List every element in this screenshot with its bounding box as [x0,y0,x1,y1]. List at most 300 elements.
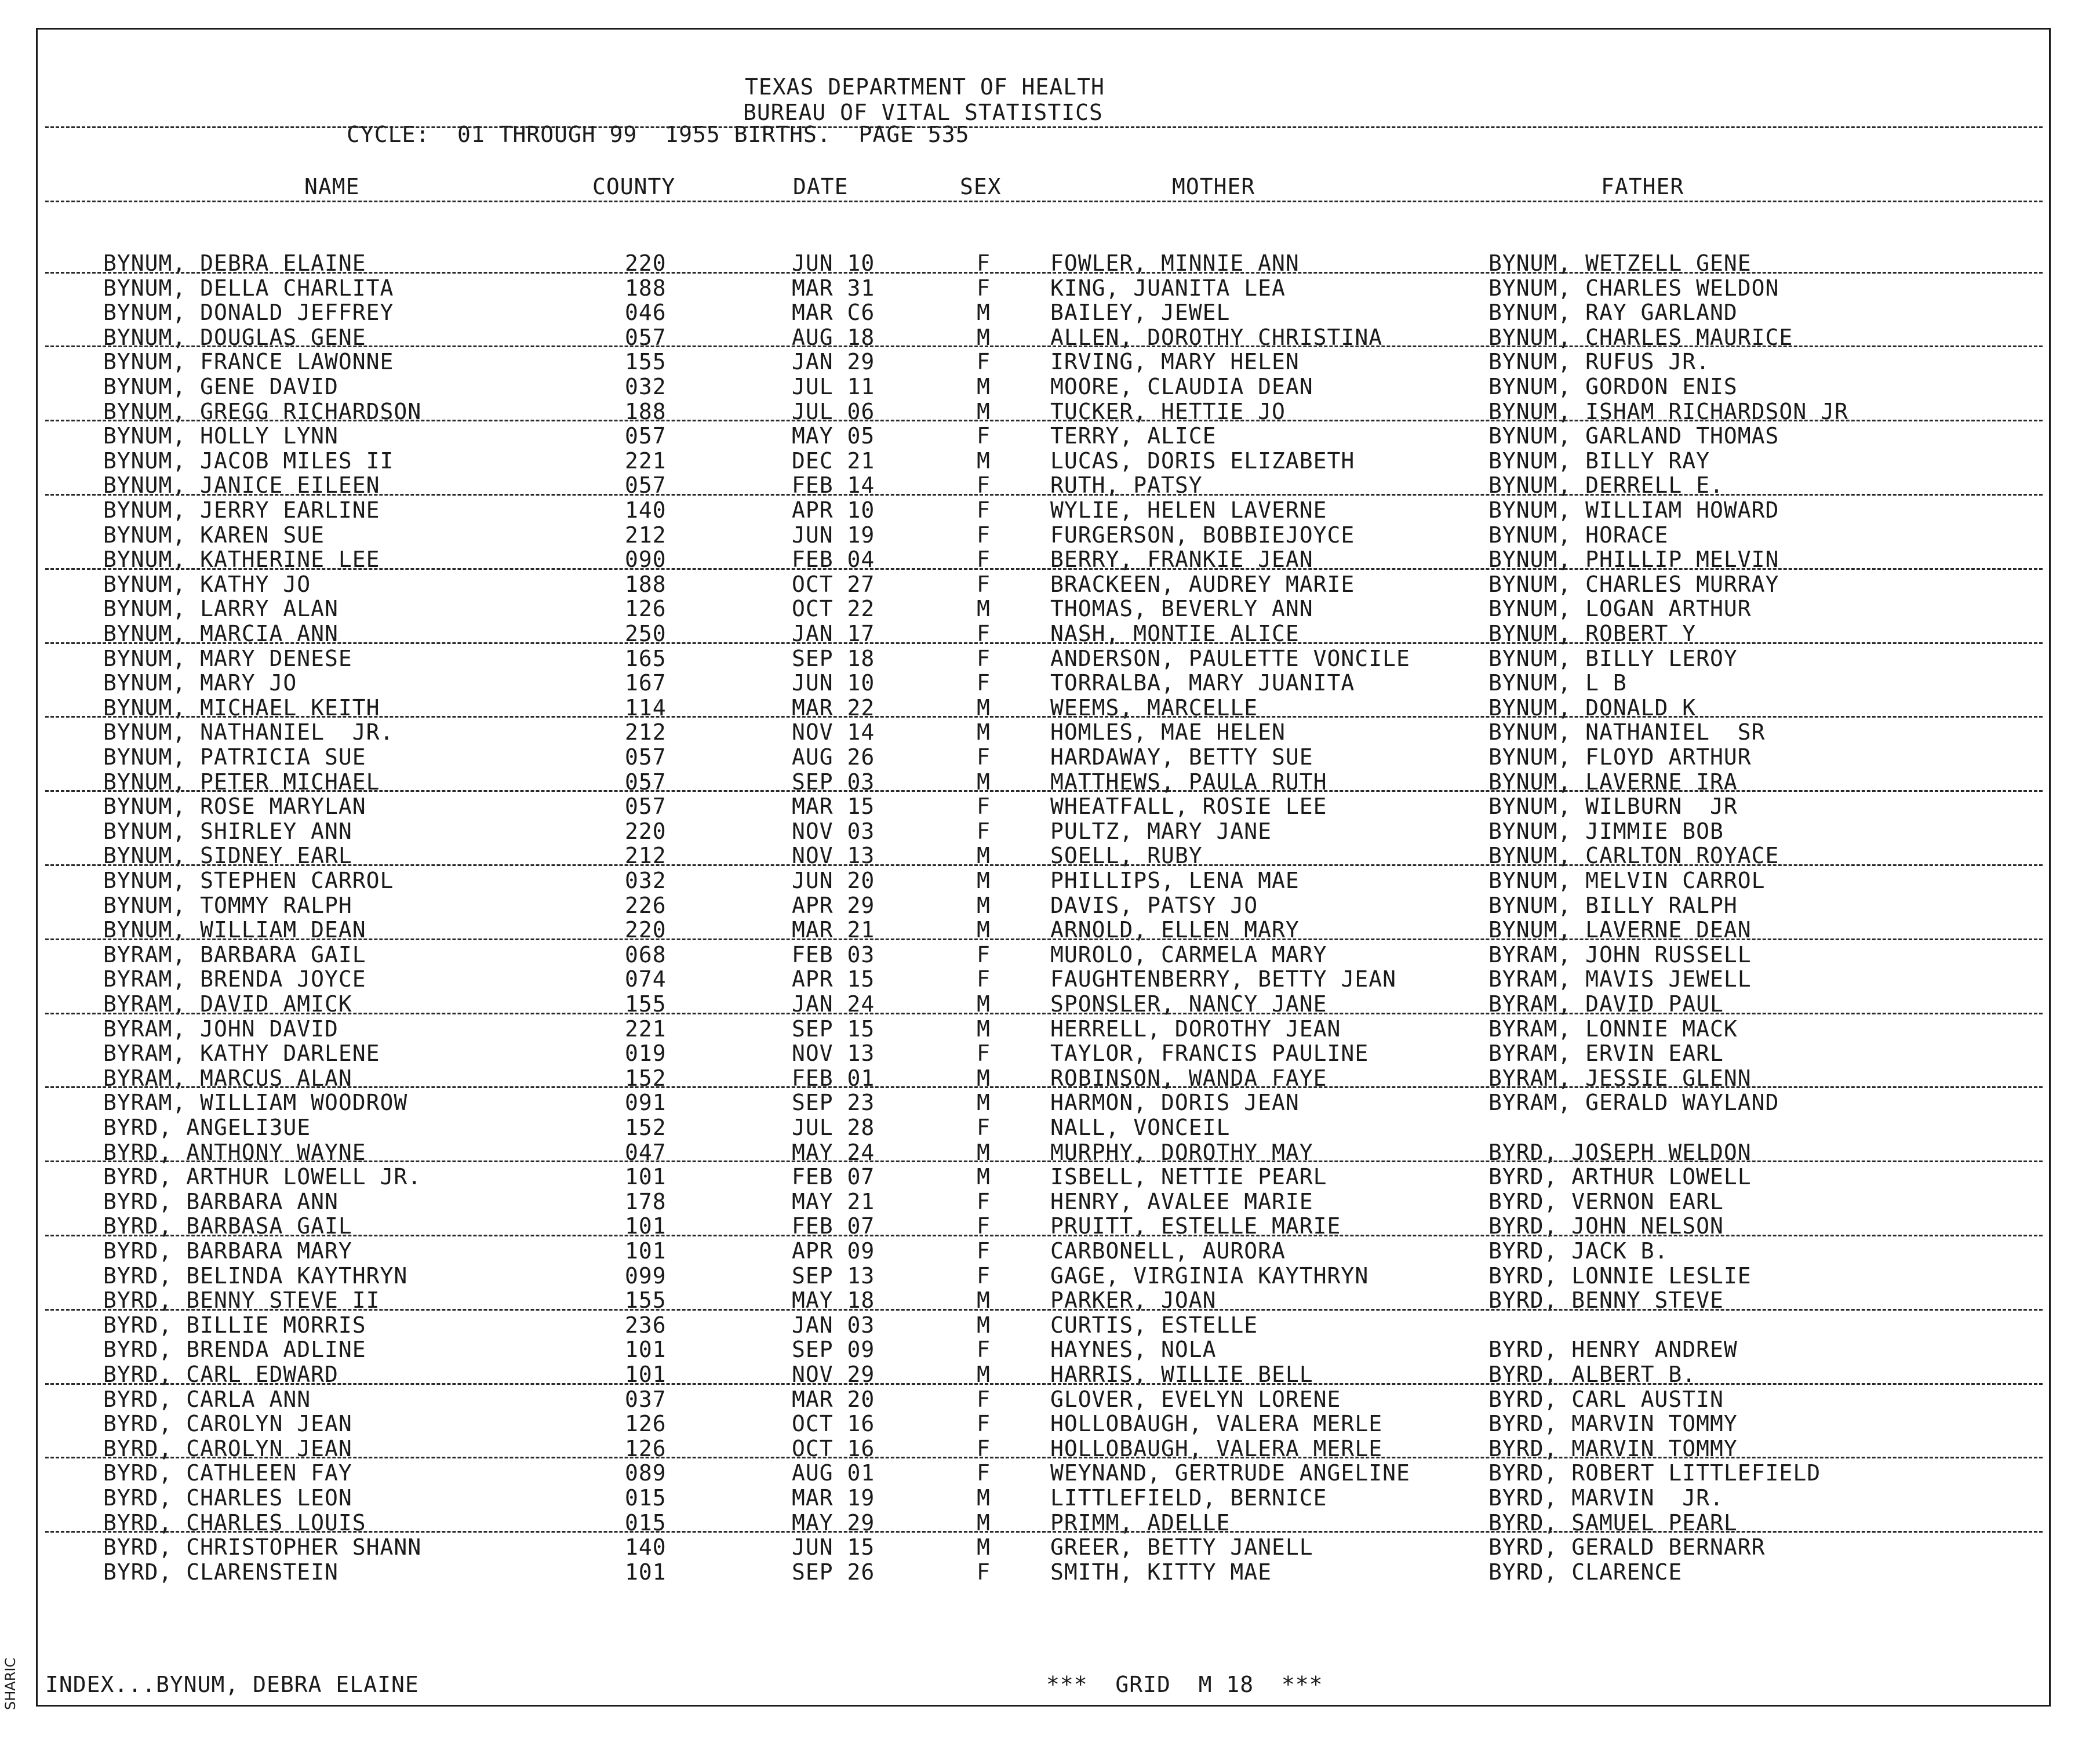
record-county: 101 [625,1337,667,1362]
record-row [0,1116,2100,1140]
record-date: JAN 29 [792,349,875,374]
record-row [0,671,2100,696]
record-name: BYRD, CLARENSTEIN [103,1559,339,1585]
record-county: 220 [625,250,667,276]
record-date: AUG 01 [792,1460,875,1486]
record-county: 037 [625,1387,667,1412]
record-mother: PRUITT, ESTELLE MARIE [1050,1213,1341,1239]
record-father: BYRD, SAMUEL PEARL [1488,1510,1738,1536]
record-date: FEB 07 [792,1213,875,1239]
record-date: JUL 06 [792,399,875,424]
record-mother: GAGE, VIRGINIA KAYTHRYN [1050,1263,1369,1289]
record-date: NOV 03 [792,818,875,844]
record-date: SEP 18 [792,646,875,671]
record-row [0,350,2100,374]
record-row [0,499,2100,523]
record-mother: HARMON, DORIS JEAN [1050,1090,1300,1115]
record-county: 032 [625,868,667,893]
record-father: BYNUM, L B [1488,670,1627,696]
record-sex: F [977,621,991,646]
record-mother: BRACKEEN, AUDREY MARIE [1050,572,1355,597]
row-rule [45,1457,2043,1458]
record-mother: NALL, VONCEIL [1050,1115,1231,1140]
record-name: BYNUM, LARRY ALAN [103,596,339,621]
record-date: OCT 16 [792,1436,875,1461]
record-name: BYNUM, KAREN SUE [103,522,325,548]
record-name: BYRD, ARTHUR LOWELL JR. [103,1164,422,1189]
record-row [0,1017,2100,1042]
record-father: BYNUM, LAVERNE DEAN [1488,917,1752,943]
record-sex: F [977,522,991,548]
record-name: BYNUM, GREGG RICHARDSON [103,399,422,424]
record-mother: DAVIS, PATSY JO [1050,893,1258,918]
record-name: BYRD, CAROLYN JEAN [103,1411,352,1436]
record-name: BYRD, BARBARA MARY [103,1238,352,1264]
bureau-title: BUREAU OF VITAL STATISTICS [743,100,1103,125]
record-mother: WEYNAND, GERTRUDE ANGELINE [1050,1460,1410,1486]
record-row [0,1190,2100,1214]
record-sex: F [977,1411,991,1436]
column-rule [45,201,2043,202]
record-county: 126 [625,596,667,621]
record-name: BYNUM, SHIRLEY ANN [103,818,352,844]
record-mother: ALLEN, DOROTHY CHRISTINA [1050,325,1383,350]
record-sex: M [977,1287,991,1313]
record-sex: F [977,1387,991,1412]
record-sex: M [977,695,991,721]
record-row [0,745,2100,770]
record-date: OCT 22 [792,596,875,621]
record-mother: FURGERSON, BOBBIEJOYCE [1050,522,1355,548]
record-row [0,1264,2100,1289]
record-mother: MOORE, CLAUDIA DEAN [1050,374,1313,399]
record-sex: M [977,374,991,399]
row-rule [45,494,2043,496]
record-name: BYRAM, WILLIAM WOODROW [103,1090,408,1115]
record-mother: TUCKER, HETTIE JO [1050,399,1286,424]
record-father: BYRD, BENNY STEVE [1488,1287,1724,1313]
record-date: APR 10 [792,497,875,523]
record-row [0,894,2100,918]
record-sex: F [977,1041,991,1066]
record-county: 155 [625,349,667,374]
record-mother: BAILEY, JEWEL [1050,300,1231,325]
record-mother: HENRY, AVALEE MARIE [1050,1189,1313,1214]
record-sex: F [977,1559,991,1585]
record-date: APR 09 [792,1238,875,1264]
record-sex: M [977,843,991,868]
record-county: 101 [625,1238,667,1264]
record-name: BYNUM, KATHY JO [103,572,311,597]
record-name: BYNUM, TOMMY RALPH [103,893,352,918]
record-father: BYNUM, PHILLIP MELVIN [1488,547,1779,572]
record-date: MAY 18 [792,1287,875,1313]
record-county: 089 [625,1460,667,1486]
record-mother: SMITH, KITTY MAE [1050,1559,1272,1585]
record-date: JUN 10 [792,670,875,696]
record-mother: HERRELL, DOROTHY JEAN [1050,1016,1341,1042]
row-rule [45,1160,2043,1162]
record-father: BYNUM, JIMMIE BOB [1488,818,1724,844]
record-father: BYNUM, BILLY RAY [1488,448,1710,474]
record-name: BYRD, CHARLES LOUIS [103,1510,366,1536]
record-county: 101 [625,1559,667,1585]
record-date: MAY 24 [792,1140,875,1165]
footer-grid: *** GRID M 18 *** [1046,1672,1323,1697]
record-name: BYNUM, SIDNEY EARL [103,843,352,868]
record-sex: F [977,1337,991,1362]
record-name: BYNUM, NATHANIEL JR. [103,719,394,745]
record-name: BYRD, ANGELI3UE [103,1115,311,1140]
record-mother: TERRY, ALICE [1050,423,1217,449]
record-mother: ISBELL, NETTIE PEARL [1050,1164,1327,1189]
record-sex: M [977,1312,991,1338]
record-sex: F [977,1460,991,1486]
record-county: 140 [625,1534,667,1560]
record-date: JUN 19 [792,522,875,548]
record-sex: M [977,1485,991,1511]
record-row [0,573,2100,597]
record-row [0,1536,2100,1560]
record-mother: MATTHEWS, PAULA RUTH [1050,769,1327,795]
record-county: 188 [625,275,667,301]
record-father: BYNUM, GARLAND THOMAS [1488,423,1779,449]
column-header-mother: MOTHER [1172,174,1255,199]
record-mother: WYLIE, HELEN LAVERNE [1050,497,1327,523]
record-date: FEB 03 [792,942,875,967]
record-county: 101 [625,1164,667,1189]
record-father: BYNUM, RUFUS JR. [1488,349,1710,374]
record-sex: F [977,572,991,597]
record-sex: F [977,646,991,671]
record-date: JUN 20 [792,868,875,893]
record-date: MAY 05 [792,423,875,449]
record-name: BYNUM, DEBRA ELAINE [103,250,366,276]
record-date: AUG 18 [792,325,875,350]
record-sex: M [977,596,991,621]
record-date: SEP 23 [792,1090,875,1115]
record-date: NOV 13 [792,843,875,868]
record-county: 101 [625,1362,667,1387]
row-rule [45,1013,2043,1014]
record-name: BYNUM, PATRICIA SUE [103,744,366,770]
record-sex: F [977,1189,991,1214]
row-rule [45,272,2043,274]
record-father: BYNUM, CHARLES WELDON [1488,275,1779,301]
record-row [0,943,2100,967]
record-date: APR 15 [792,966,875,992]
record-county: 074 [625,966,667,992]
record-date: JUL 11 [792,374,875,399]
record-sex: M [977,1065,991,1091]
record-row [0,1042,2100,1066]
record-father: BYRAM, ERVIN EARL [1488,1041,1724,1066]
record-father: BYNUM, HORACE [1488,522,1669,548]
record-father: BYRD, MARVIN JR. [1488,1485,1724,1511]
column-header-date: DATE [793,174,849,199]
record-name: BYRD, CARL EDWARD [103,1362,339,1387]
record-mother: PARKER, JOAN [1050,1287,1217,1313]
header-rule [45,126,2043,128]
record-father: BYRD, CARL AUSTIN [1488,1387,1724,1412]
record-sex: M [977,917,991,943]
row-rule [45,1531,2043,1533]
record-name: BYRD, CARLA ANN [103,1387,311,1412]
record-sex: F [977,744,991,770]
record-county: 212 [625,522,667,548]
record-name: BYNUM, MICHAEL KEITH [103,695,380,721]
row-rule [45,420,2043,421]
record-sex: M [977,325,991,350]
record-name: BYNUM, JACOB MILES II [103,448,394,474]
record-date: NOV 14 [792,719,875,745]
record-mother: LITTLEFIELD, BERNICE [1050,1485,1327,1511]
record-county: 140 [625,497,667,523]
record-name: BYNUM, GENE DAVID [103,374,339,399]
record-name: BYNUM, KATHERINE LEE [103,547,380,572]
record-row [0,1338,2100,1362]
record-mother: CURTIS, ESTELLE [1050,1312,1258,1338]
record-father: BYNUM, NATHANIEL SR [1488,719,1766,745]
record-date: MAR C6 [792,300,875,325]
record-date: SEP 13 [792,1263,875,1289]
record-father: BYNUM, LAVERNE IRA [1488,769,1738,795]
record-row [0,1314,2100,1338]
record-mother: TAYLOR, FRANCIS PAULINE [1050,1041,1369,1066]
column-header-county: COUNTY [592,174,676,199]
record-sex: M [977,893,991,918]
row-rule [45,1309,2043,1311]
record-name: BYRAM, BRENDA JOYCE [103,966,366,992]
record-county: 101 [625,1213,667,1239]
record-mother: HARRIS, WILLIE BELL [1050,1362,1313,1387]
footer-index: INDEX...BYNUM, DEBRA ELAINE [45,1672,419,1697]
record-date: JUN 15 [792,1534,875,1560]
record-mother: HARDAWAY, BETTY SUE [1050,744,1313,770]
row-rule [45,642,2043,644]
record-mother: ANDERSON, PAULETTE VONCILE [1050,646,1410,671]
record-county: 114 [625,695,667,721]
record-date: FEB 01 [792,1065,875,1091]
record-date: SEP 09 [792,1337,875,1362]
record-name: BYRD, CHRISTOPHER SHANN [103,1534,422,1560]
record-name: BYRAM, DAVID AMICK [103,991,352,1017]
record-name: BYNUM, STEPHEN CARROL [103,868,394,893]
record-name: BYNUM, ROSE MARYLAN [103,794,366,819]
record-date: MAR 20 [792,1387,875,1412]
record-mother: PULTZ, MARY JANE [1050,818,1272,844]
record-name: BYRD, BENNY STEVE II [103,1287,380,1313]
record-county: 019 [625,1041,667,1066]
record-father: BYNUM, RAY GARLAND [1488,300,1738,325]
record-sex: F [977,1436,991,1461]
record-mother: IRVING, MARY HELEN [1050,349,1300,374]
record-name: BYRD, CATHLEEN FAY [103,1460,352,1486]
record-sex: M [977,448,991,474]
record-county: 057 [625,744,667,770]
record-mother: SOELL, RUBY [1050,843,1203,868]
record-date: JAN 17 [792,621,875,646]
record-date: SEP 03 [792,769,875,795]
record-county: 057 [625,769,667,795]
record-date: NOV 13 [792,1041,875,1066]
record-father: BYNUM, WILLIAM HOWARD [1488,497,1779,523]
record-sex: M [977,991,991,1017]
record-row [0,1486,2100,1511]
record-county: 167 [625,670,667,696]
record-mother: ARNOLD, ELLEN MARY [1050,917,1300,943]
record-county: 155 [625,991,667,1017]
record-mother: CARBONELL, AURORA [1050,1238,1286,1264]
record-sex: F [977,818,991,844]
record-county: 046 [625,300,667,325]
record-mother: MURPHY, DOROTHY MAY [1050,1140,1313,1165]
row-rule [45,790,2043,792]
record-date: SEP 26 [792,1559,875,1585]
record-mother: GREER, BETTY JANELL [1050,1534,1313,1560]
record-county: 057 [625,325,667,350]
record-row [0,967,2100,992]
record-name: BYRD, BRENDA ADLINE [103,1337,366,1362]
row-rule [45,1086,2043,1088]
record-county: 057 [625,423,667,449]
record-sex: F [977,1238,991,1264]
record-father: BYNUM, MELVIN CARROL [1488,868,1766,893]
record-mother: RUTH, PATSY [1050,472,1203,498]
record-date: FEB 14 [792,472,875,498]
record-father: BYNUM, CHARLES MAURICE [1488,325,1793,350]
record-county: 068 [625,942,667,967]
record-name: BYRD, ANTHONY WAYNE [103,1140,366,1165]
record-sex: F [977,1115,991,1140]
record-name: BYNUM, WILLIAM DEAN [103,917,366,943]
record-sex: M [977,1140,991,1165]
record-father: BYRAM, DAVID PAUL [1488,991,1724,1017]
record-name: BYNUM, DONALD JEFFREY [103,300,394,325]
record-date: MAR 15 [792,794,875,819]
record-sex: F [977,349,991,374]
record-mother: TORRALBA, MARY JUANITA [1050,670,1355,696]
record-father: BYRD, JACK B. [1488,1238,1669,1264]
record-father: BYNUM, BILLY RALPH [1488,893,1738,918]
record-father: BYNUM, ROBERT Y [1488,621,1697,646]
record-row [0,1412,2100,1436]
record-sex: F [977,670,991,696]
record-county: 090 [625,547,667,572]
record-row [0,1165,2100,1189]
record-name: BYNUM, JANICE EILEEN [103,472,380,498]
record-father: BYRD, JOHN NELSON [1488,1213,1724,1239]
record-date: JAN 24 [792,991,875,1017]
record-name: BYNUM, PETER MICHAEL [103,769,380,795]
record-name: BYRD, BARBASA GAIL [103,1213,352,1239]
record-date: JUL 28 [792,1115,875,1140]
record-sex: F [977,1263,991,1289]
record-county: 250 [625,621,667,646]
record-county: 178 [625,1189,667,1214]
record-father: BYNUM, WILBURN JR [1488,794,1738,819]
record-county: 152 [625,1115,667,1140]
record-date: AUG 26 [792,744,875,770]
record-father: BYRD, VERNON EARL [1488,1189,1724,1214]
record-row [0,1388,2100,1412]
record-name: BYNUM, FRANCE LAWONNE [103,349,394,374]
record-county: 015 [625,1510,667,1536]
record-father: BYNUM, ISHAM RICHARDSON JR [1488,399,1848,424]
record-sex: M [977,1362,991,1387]
column-header-sex: SEX [960,174,1002,199]
row-rule [45,345,2043,347]
record-sex: M [977,868,991,893]
record-father: BYNUM, CHARLES MURRAY [1488,572,1779,597]
cycle-line: CYCLE: 01 THROUGH 99 1955 BIRTHS. PAGE 535 [347,122,970,147]
record-father: BYRD, CLARENCE [1488,1559,1683,1585]
record-sex: M [977,1510,991,1536]
row-rule [45,1383,2043,1385]
record-date: MAR 31 [792,275,875,301]
record-father: BYRD, LONNIE LESLIE [1488,1263,1752,1289]
record-mother: THOMAS, BEVERLY ANN [1050,596,1313,621]
column-header-father: FATHER [1601,174,1684,199]
record-date: JUN 10 [792,250,875,276]
record-name: BYRAM, KATHY DARLENE [103,1041,380,1066]
record-row [0,277,2100,301]
margin-label: SHARIC [2,1657,19,1710]
record-father: BYRD, MARVIN TOMMY [1488,1411,1738,1436]
record-mother: WHEATFALL, ROSIE LEE [1050,794,1327,819]
record-county: 057 [625,794,667,819]
record-sex: M [977,399,991,424]
row-rule [45,568,2043,570]
record-name: BYRAM, BARBARA GAIL [103,942,366,967]
record-row [0,449,2100,474]
row-rule [45,716,2043,718]
record-date: JAN 03 [792,1312,875,1338]
record-father: BYNUM, CARLTON ROYACE [1488,843,1779,868]
record-father: BYRAM, GERALD WAYLAND [1488,1090,1779,1115]
record-father: BYRD, MARVIN TOMMY [1488,1436,1738,1461]
record-sex: M [977,1016,991,1042]
record-mother: PHILLIPS, LENA MAE [1050,868,1300,893]
record-father: BYNUM, FLOYD ARTHUR [1488,744,1752,770]
record-father: BYRD, ALBERT B. [1488,1362,1697,1387]
record-father: BYRAM, JESSIE GLENN [1488,1065,1752,1091]
record-date: OCT 16 [792,1411,875,1436]
record-date: MAY 29 [792,1510,875,1536]
record-county: 220 [625,818,667,844]
record-date: OCT 27 [792,572,875,597]
record-father: BYRD, ROBERT LITTLEFIELD [1488,1460,1821,1486]
record-mother: HOLLOBAUGH, VALERA MERLE [1050,1411,1383,1436]
record-date: NOV 29 [792,1362,875,1387]
row-rule [45,864,2043,866]
record-sex: M [977,1090,991,1115]
record-sex: F [977,794,991,819]
record-county: 188 [625,399,667,424]
record-sex: F [977,942,991,967]
record-sex: F [977,423,991,449]
record-county: 220 [625,917,667,943]
record-mother: GLOVER, EVELYN LORENE [1050,1387,1341,1412]
record-date: MAR 19 [792,1485,875,1511]
record-name: BYNUM, MARCIA ANN [103,621,339,646]
record-name: BYRD, CHARLES LEON [103,1485,352,1511]
record-county: 212 [625,719,667,745]
record-mother: HOMLES, MAE HELEN [1050,719,1286,745]
record-row [0,795,2100,819]
record-date: DEC 21 [792,448,875,474]
record-mother: LUCAS, DORIS ELIZABETH [1050,448,1355,474]
